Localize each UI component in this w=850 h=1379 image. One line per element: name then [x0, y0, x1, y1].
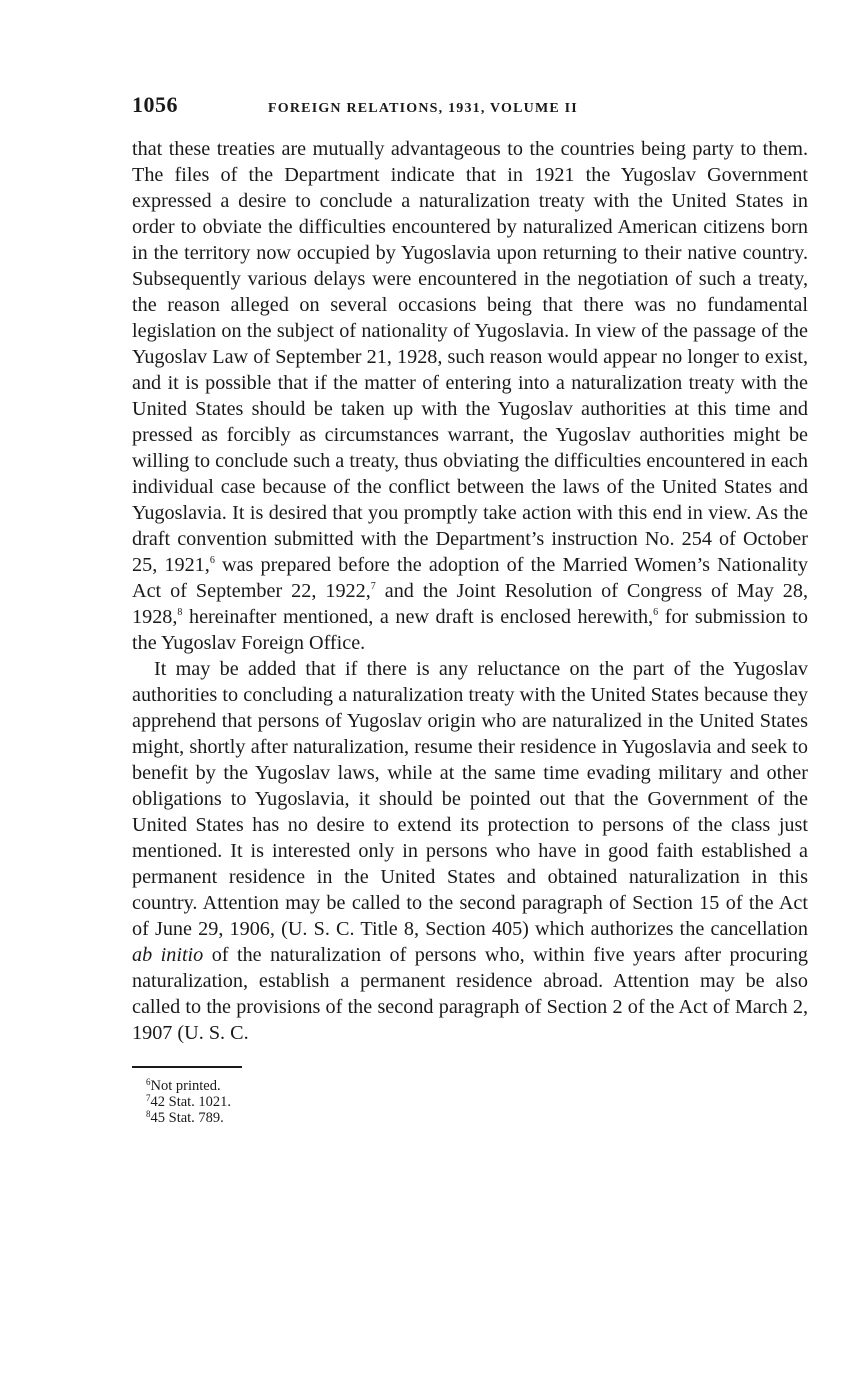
footnote-mark: 8 [146, 1109, 151, 1119]
paragraph-1-text-2: was prepared before the adoption of the Married Women’s Nationality Act of September 22, 1922, [132, 554, 809, 602]
footnote-8 [146, 1110, 808, 1126]
body-text [132, 136, 808, 1046]
paragraph-2-text-1: It may be added that if there is any reluctance on the part of the Yugoslav authorities to concluding a naturalization treaty with the United States because they apprehend that persons of Yugoslav origin who are naturalized in the United States might, shortly after naturalization, resume their residence in Yugoslavia and seek to benefit by the Yugoslav laws, while at the same time evading military and other obligations to Yugoslavia, it should be pointed out that the Government of the United States has no desire to extend its protection to persons of the class just mentioned. It is interested only in persons who have in good faith established a permanent residence in the United States and obtained naturalization in this country. Attention may be called to the second paragraph of Section 15 of the Act of June 29, 1906, (U. S. C. Title 8, Section 405) which authorizes the cancellation [132, 658, 808, 940]
paragraph-2-text-2: of the naturalization of persons who, within five years after procuring naturalization, establish a permanent residence abroad. Attention may be also called to the provisions of the second paragraph of Section 2 of the Act of March 2, 1907 (U. S. C. [132, 944, 809, 1044]
footnotes [132, 1078, 808, 1126]
footnote-ref-6b: 6 [653, 607, 659, 618]
page-header [132, 92, 808, 126]
footnote-6 [146, 1078, 808, 1094]
footnote-text: 45 Stat. 789. [150, 1110, 224, 1126]
latin-phrase: ab initio [132, 944, 204, 966]
paragraph-1-text-4: hereinafter mentioned, a new draft is enclosed herewith, [182, 606, 654, 628]
footnote-mark: 7 [146, 1093, 151, 1103]
paragraph-1-text-5: for submission to the Yugoslav Foreign Office. [132, 606, 808, 654]
footnote-ref-8: 8 [177, 607, 183, 618]
footnote-text: 42 Stat. 1021. [150, 1094, 232, 1110]
paragraph-1 [132, 136, 808, 656]
footnote-ref-6a: 6 [209, 555, 215, 566]
footnote-divider [132, 1066, 242, 1068]
footnote-mark: 6 [146, 1077, 151, 1087]
footnote-7 [146, 1094, 808, 1110]
paragraph-1-text-1: that these treaties are mutually advantageous to the countries being party to them. The files of the Department indicate that in 1921 the Yugoslav Government expressed a desire to conclude a naturalization treaty with the United States in order to obviate the difficulties encountered by naturalized American citizens born in the territory now occupied by Yugoslavia upon returning to their native country. Subsequently various delays were encountered in the negotiation of such a treaty, the reason alleged on several occasions being that there was no fundamental legislation on the subject of nationality of Yugoslavia. In view of the passage of the Yugoslav Law of September 21, 1928, such reason would appear no longer to exist, and it is possible that if the matter of entering into a naturalization treaty with the United States should be taken up with the Yugoslav authorities at this time and pressed as forcibly as circumstances warrant, the Yugoslav authorities might be willing to conclude such a treaty, thus obviating the difficulties encountered in each individual case because of the conflict between the laws of the United States and Yugoslavia. It is desired that you promptly take action with this end in view. As the draft convention submitted with the Department’s instruction No. 254 of October 25, 1921, [132, 138, 808, 576]
running-head: FOREIGN RELATIONS, 1931, VOLUME II [268, 101, 578, 116]
page-number: 1056 [132, 92, 178, 117]
paragraph-2 [132, 656, 808, 1046]
footnote-ref-7: 7 [370, 581, 376, 592]
document-page [132, 92, 808, 1126]
paragraph-1-text-3: and the Joint Resolution of Congress of May 28, 1928, [132, 580, 808, 628]
footnote-text: Not printed. [150, 1078, 221, 1094]
